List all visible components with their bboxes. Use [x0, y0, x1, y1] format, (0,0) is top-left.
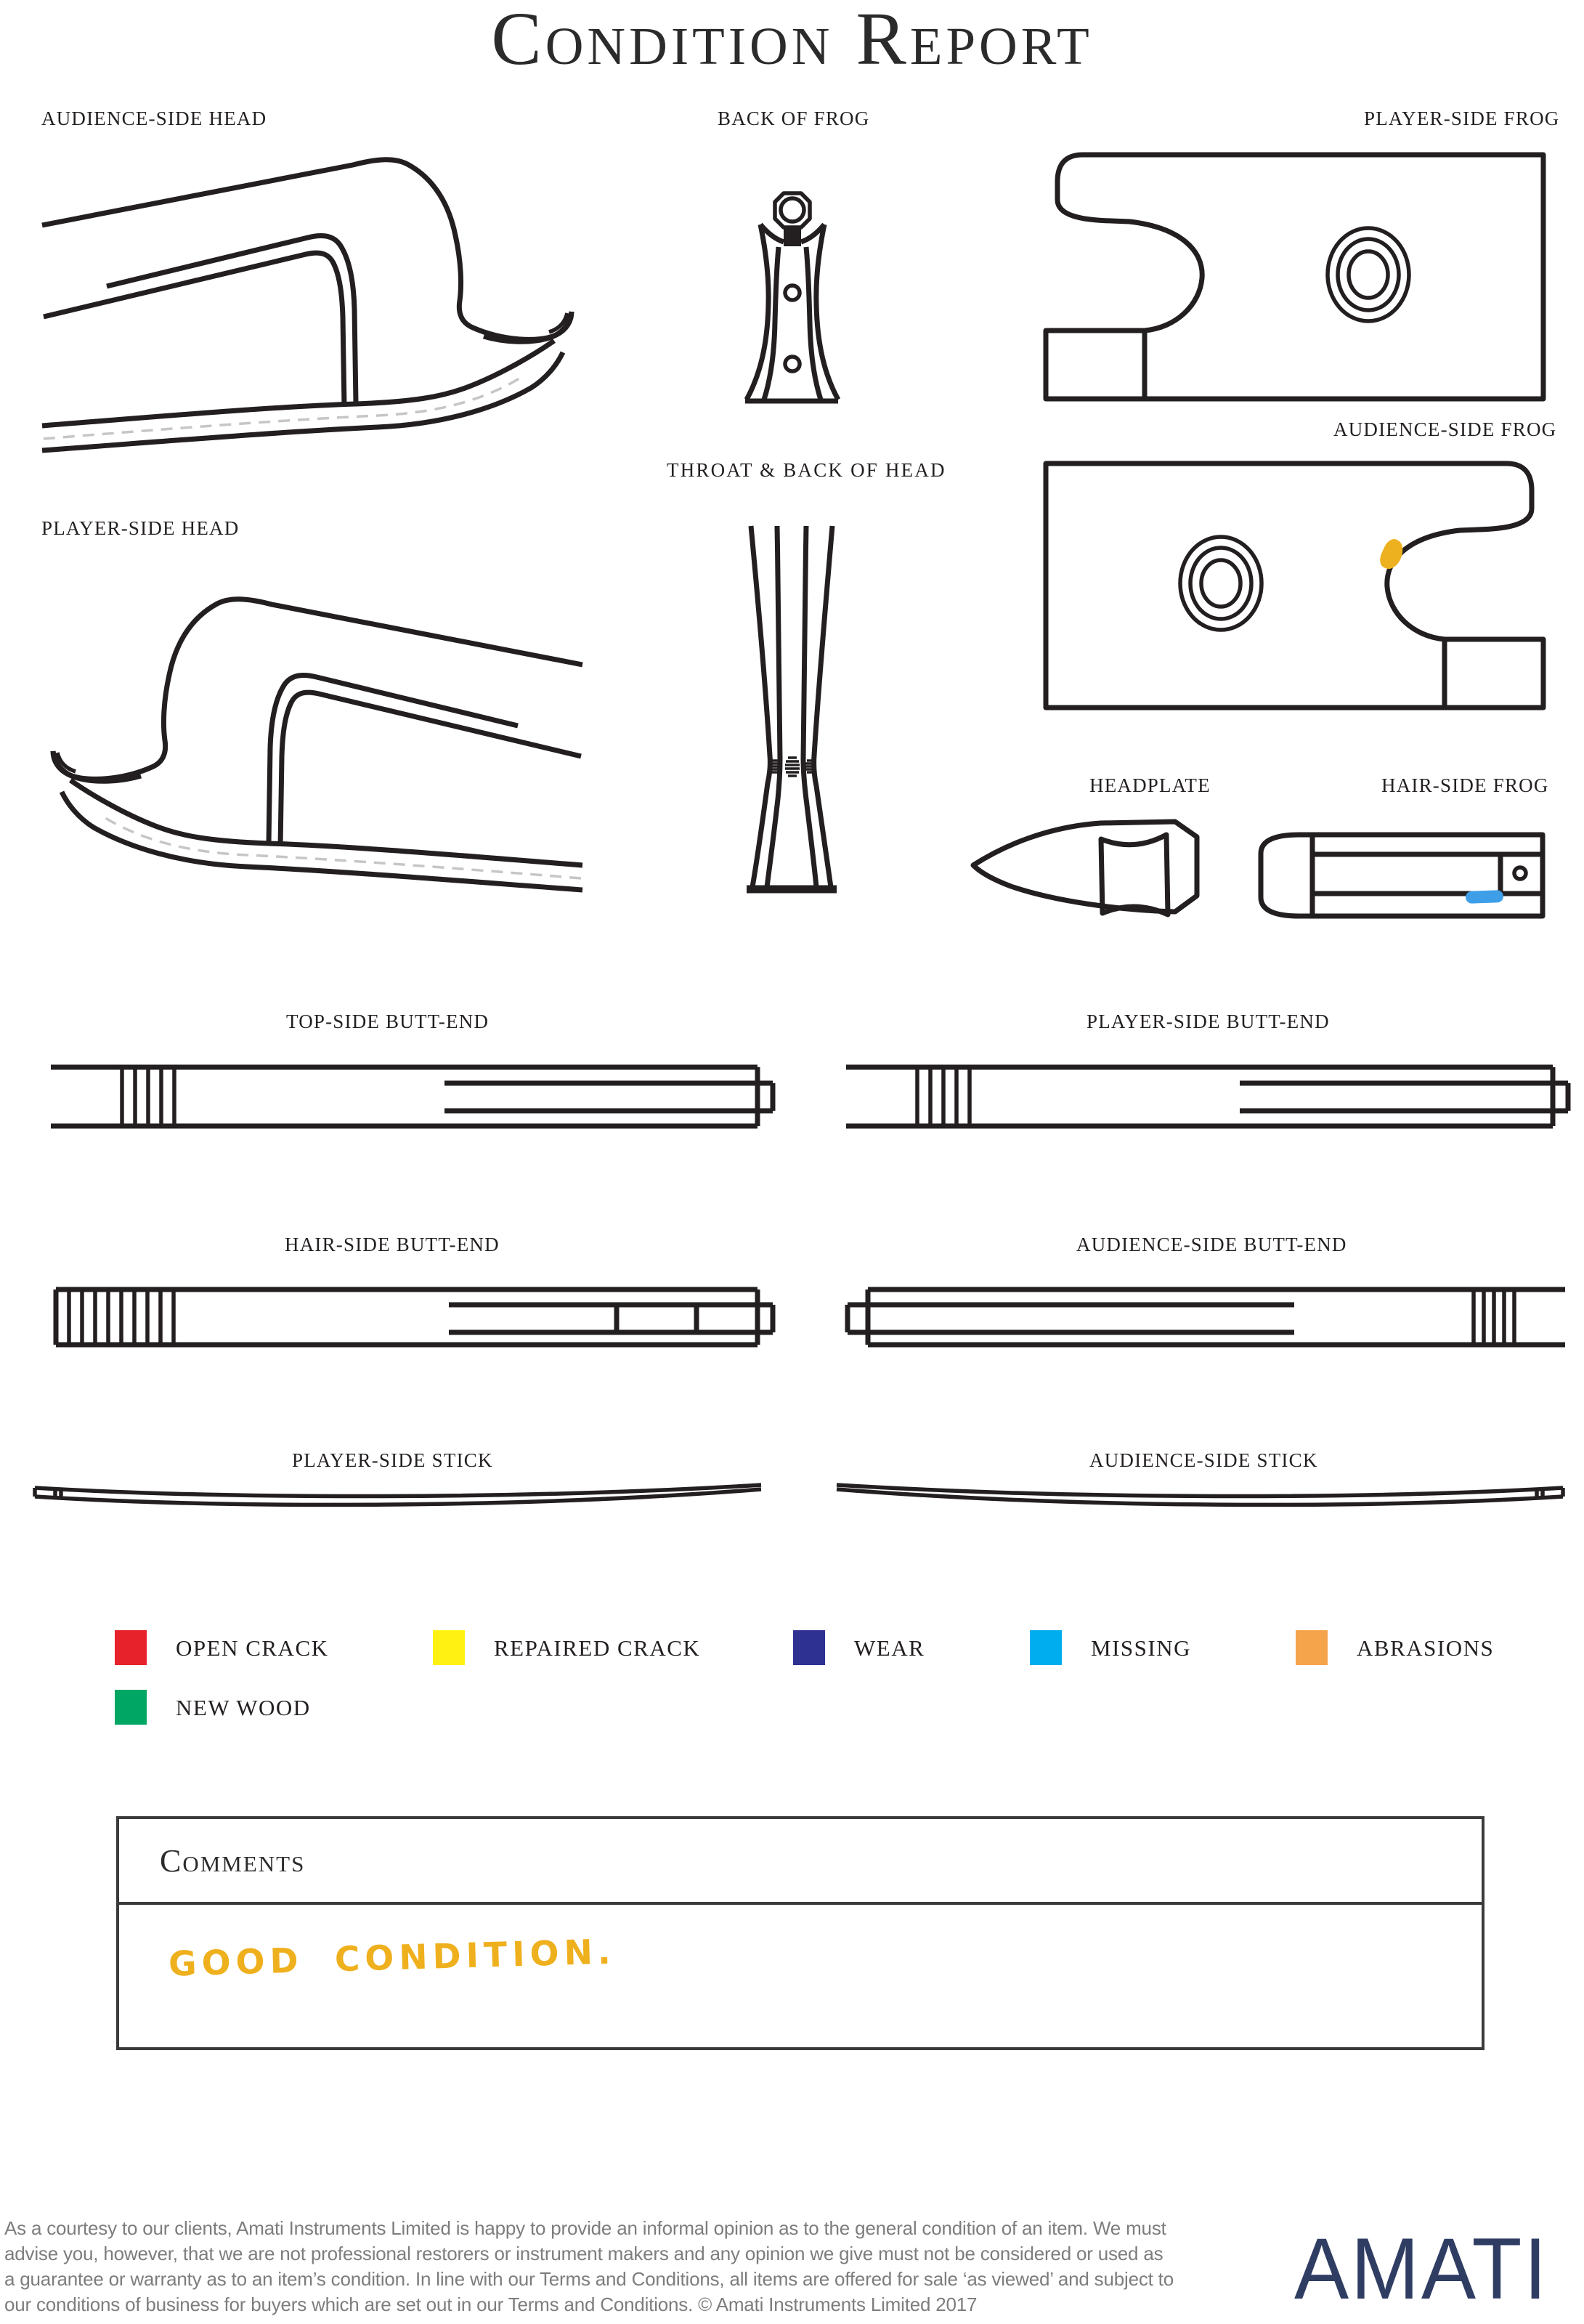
label-audience-side-frog: AUDIENCE-SIDE FROG [1333, 418, 1557, 440]
audience-side-head-diagram [36, 138, 588, 454]
missing-swatch [1030, 1630, 1062, 1665]
amati-logo: AMATI [1294, 2220, 1549, 2317]
legend-label: WEAR [854, 1635, 925, 1661]
disclaimer-line: a guarantee or warranty as to an item’s condition. In line with our Terms and Conditions, all items are offered for sale ‘as viewed’ and subject to [4, 2268, 1174, 2290]
wear-swatch [793, 1630, 825, 1665]
disclaimer-text [4, 2216, 1174, 2317]
legend-label: OPEN CRACK [176, 1635, 329, 1661]
label-top-side-butt-end: TOP-SIDE BUTT-END [286, 1011, 490, 1032]
comments-title: Comments [160, 1843, 306, 1879]
label-hair-side-butt-end: HAIR-SIDE BUTT-END [285, 1234, 500, 1255]
hair-side-frog-diagram [1253, 828, 1547, 923]
player-side-frog-diagram [1042, 149, 1551, 403]
top-side-butt-end-diagram [44, 1061, 777, 1133]
label-audience-side-stick: AUDIENCE-SIDE STICK [1089, 1449, 1318, 1471]
label-player-side-frog: PLAYER-SIDE FROG [1364, 108, 1560, 129]
hair-side-butt-end-diagram [44, 1282, 777, 1353]
handwritten-comment: GOOD CONDITION. [168, 1932, 617, 1985]
missing-mark [1466, 890, 1504, 904]
label-throat-back-of-head: THROAT & BACK OF HEAD [667, 459, 946, 481]
label-audience-side-butt-end: AUDIENCE-SIDE BUTT-END [1076, 1234, 1347, 1255]
label-audience-side-head: AUDIENCE-SIDE HEAD [41, 108, 267, 129]
audience-side-stick-diagram [832, 1473, 1569, 1513]
player-side-butt-end-diagram [839, 1061, 1572, 1133]
label-player-side-butt-end: PLAYER-SIDE BUTT-END [1087, 1011, 1330, 1032]
disclaimer-line: advise you, however, that we are not professional restorers or instrument makers and any opinion we give must not be considered or used as [4, 2243, 1163, 2264]
abrasions-swatch [1296, 1630, 1328, 1665]
legend-label: MISSING [1091, 1635, 1191, 1661]
throat-back-of-head-diagram [726, 509, 846, 904]
repaired-crack-swatch [433, 1630, 465, 1665]
label-player-side-head: PLAYER-SIDE HEAD [41, 517, 240, 539]
legend-label: NEW WOOD [176, 1695, 311, 1720]
new-wood-swatch [115, 1690, 147, 1725]
comments-box [116, 1816, 1485, 2050]
comments-header [119, 1819, 1482, 1905]
disclaimer-line: As a courtesy to our clients, Amati Instruments Limited is happy to provide an informal opinion as to the general condition of an item. We must [4, 2217, 1166, 2239]
legend-label: ABRASIONS [1357, 1635, 1495, 1661]
audience-side-frog-diagram [1039, 458, 1547, 712]
player-side-head-diagram [36, 578, 588, 894]
open-crack-swatch [115, 1630, 147, 1665]
player-side-stick-diagram [29, 1473, 766, 1513]
headplate-diagram [966, 812, 1206, 921]
audience-side-butt-end-diagram [839, 1282, 1572, 1353]
page-title: Condition Report [491, 0, 1093, 81]
back-of-frog-diagram [730, 184, 839, 413]
label-headplate: HEADPLATE [1089, 774, 1211, 796]
disclaimer-line: our conditions of business for buyers which are set out in our Terms and Conditions. © Amati Instruments Limited 2017 [4, 2293, 978, 2315]
legend-label: REPAIRED CRACK [494, 1635, 701, 1661]
label-hair-side-frog: HAIR-SIDE FROG [1381, 774, 1549, 796]
label-back-of-frog: BACK OF FROG [718, 108, 870, 129]
label-player-side-stick: PLAYER-SIDE STICK [292, 1449, 493, 1471]
